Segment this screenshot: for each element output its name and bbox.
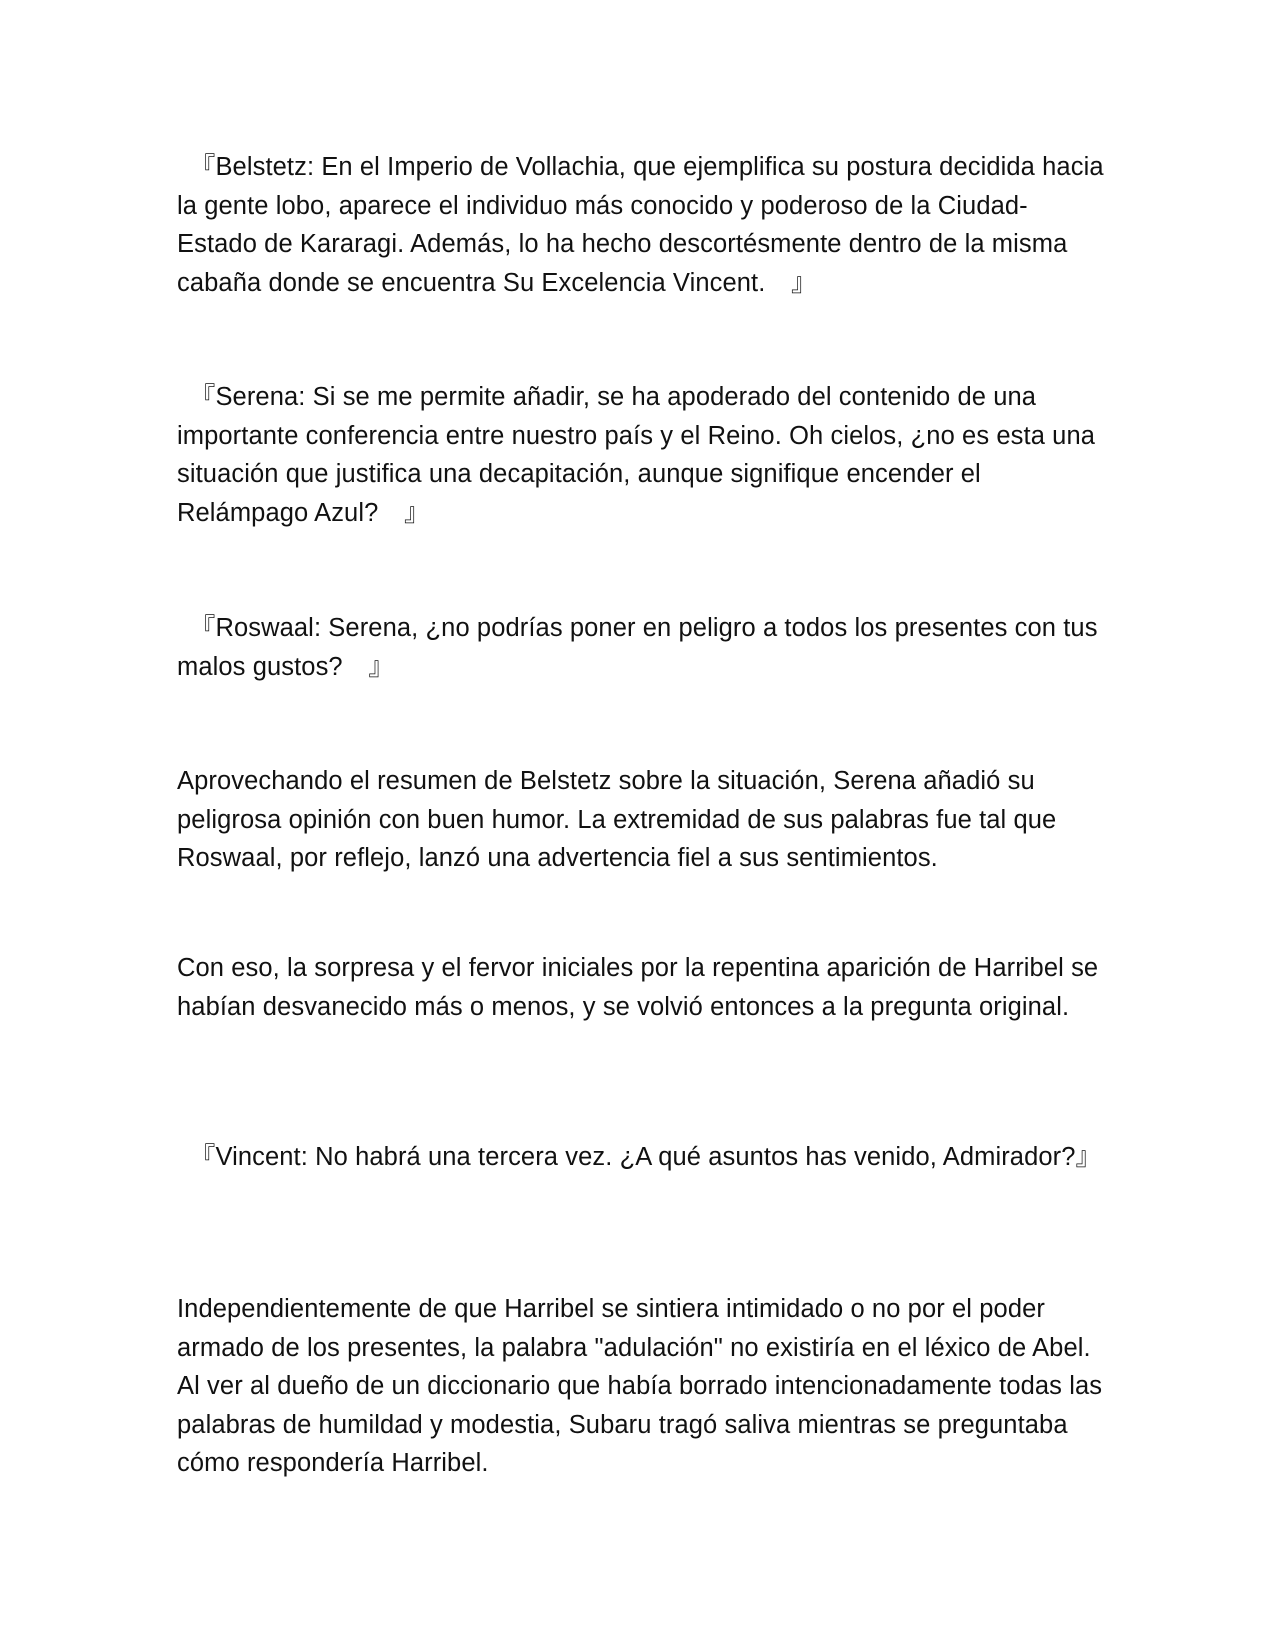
narration-paragraph: Independientemente de que Harribel se sintiera intimidado o no por el poder armado de los presentes, la palabra "adulación" no existiría en el léxico de Abel. Al ver al dueño de un diccionario que había borrado intencionadamente todas las palabras de humildad y modestia, Subaru tragó saliva mientras se preguntaba cómo respondería Harribel. [177, 1295, 1103, 1477]
dialogue-vincent: 『Vincent: No habrá una tercera vez. ¿A qué asuntos has venido, Admirador?』 [177, 1143, 1102, 1171]
dialogue-belstetz: 『Belstetz: En el Imperio de Vollachia, que ejemplifica su postura decidida hacia la gente lobo, aparece el individuo más conocido y poderoso de la Ciudad-Estado de Kararagi. Además, lo ha hecho descortésmente dentro de la misma cabaña donde se encuentra Su Excelencia Vincent. 』 [177, 153, 1104, 297]
dialogue-roswaal: 『Roswaal: Serena, ¿no podrías poner en peligro a todos los presentes con tus malos gustos? 』 [177, 614, 1098, 681]
narration-paragraph: Aprovechando el resumen de Belstetz sobre la situación, Serena añadió su peligrosa opinión con buen humor. La extremidad de sus palabras fue tal que Roswaal, por reflejo, lanzó una advertencia fiel a sus sentimientos. [177, 767, 1057, 872]
dialogue-serena: 『Serena: Si se me permite añadir, se ha apoderado del contenido de una importante conferencia entre nuestro país y el Reino. Oh cielos, ¿no es esta una situación que justifica una decapitación, aunque signifique encender el Relámpago Azul? 』 [177, 383, 1096, 527]
narration-paragraph: Con eso, la sorpresa y el fervor iniciales por la repentina aparición de Harribel se habían desvanecido más o menos, y se volvió entonces a la pregunta original. [177, 954, 1099, 1021]
